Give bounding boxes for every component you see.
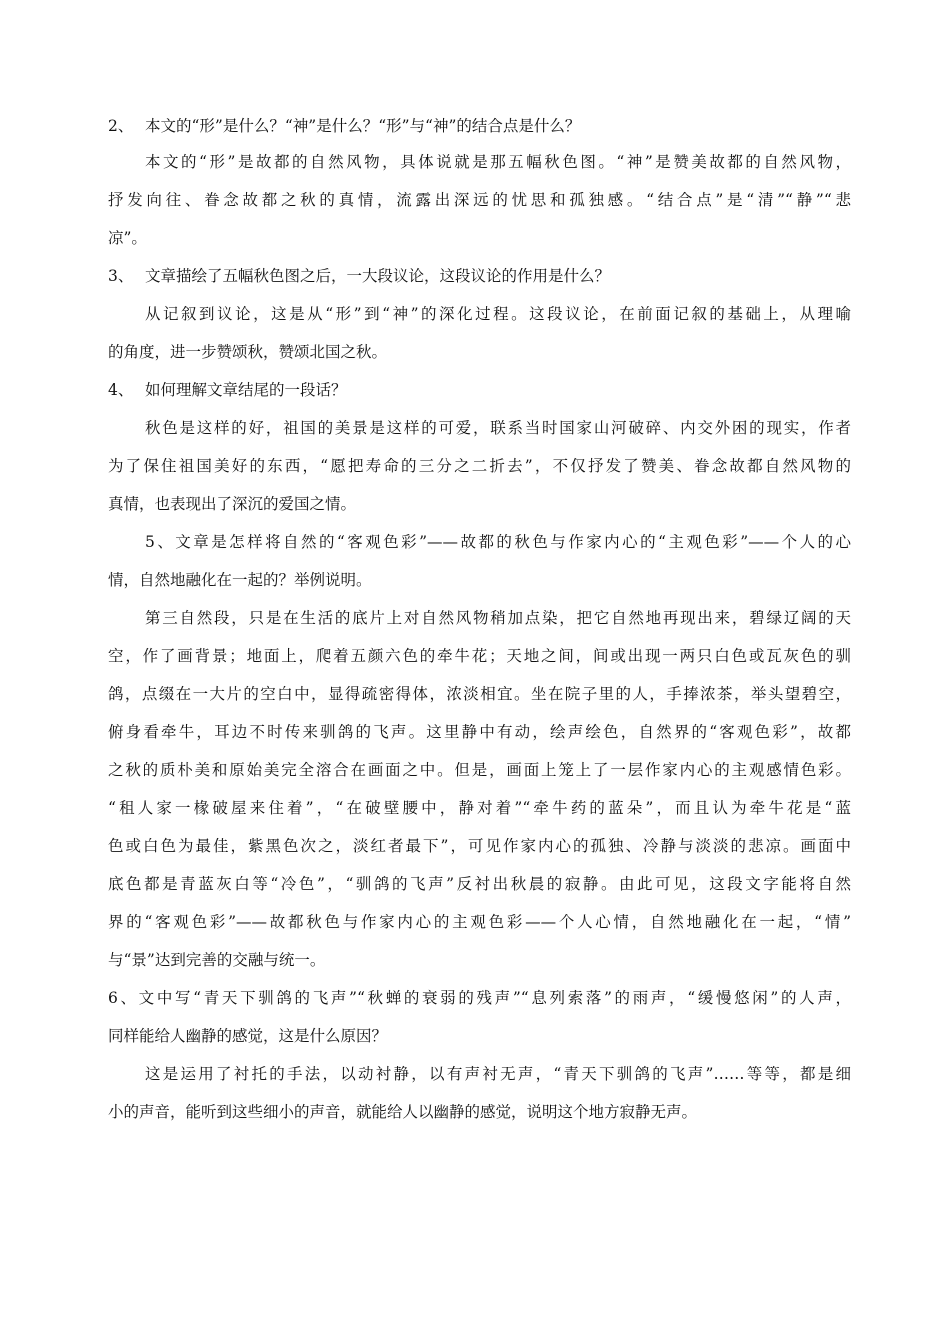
- answer-line: 之秋的质朴美和原始美完全溶合在画面之中。但是，画面上笼上了一层作家内心的主观感情色彩。: [108, 761, 851, 779]
- answer-line: 鸽，点缀在一大片的空白中，显得疏密得体，浓淡相宜。坐在院子里的人，手捧浓茶，举头望碧空，: [108, 685, 851, 703]
- answer-line: 真情，也表现出了深沉的爱国之情。: [108, 495, 357, 513]
- answer-line: 与“景”达到完善的交融与统一。: [108, 951, 326, 969]
- question-5-line: 5、文章是怎样将自然的“客观色彩”——故都的秋色与作家内心的“主观色彩”——个人的心: [145, 533, 851, 551]
- answer-line: 俯身看牵牛，耳边不时传来驯鸽的飞声。这里静中有动，绘声绘色，自然界的“客观色彩”，故都: [108, 723, 851, 741]
- question-4: [108, 380, 347, 400]
- answer-line: 小的声音，能听到这些细小的声音，就能给人以幽静的感觉，说明这个地方寂静无声。: [108, 1103, 698, 1121]
- question-5-line: 情，自然地融化在一起的？举例说明。: [108, 571, 372, 589]
- answer-line: 本文的“形”是故都的自然风物，具体说就是那五幅秋色图。“神”是赞美故都的自然风物，: [145, 153, 851, 171]
- question-2: [108, 116, 580, 136]
- question-number: 2、: [108, 117, 134, 135]
- question-3: [108, 266, 610, 286]
- answer-line: 底色都是青蓝灰白等“冷色”，“驯鸽的飞声”反衬出秋晨的寂静。由此可见，这段文字能将自然: [108, 875, 851, 893]
- answer-line: 抒发向往、眷念故都之秋的真情，流露出深远的忧思和孤独感。“结合点”是“清”“静”“悲: [108, 191, 851, 209]
- answer-line: 秋色是这样的好，祖国的美景是这样的可爱，联系当时国家山河破碎、内交外困的现实，作者: [145, 419, 851, 437]
- answer-line: 第三自然段，只是在生活的底片上对自然风物稍加点染，把它自然地再现出来，碧绿辽阔的天: [145, 609, 851, 627]
- answer-line: 的角度，进一步赞颂秋，赞颂北国之秋。: [108, 343, 388, 361]
- answer-line: 界的“客观色彩”——故都秋色与作家内心的主观色彩——个人心情，自然地融化在一起，“情”: [108, 913, 851, 931]
- answer-line: 色或白色为最佳，紫黑色次之，淡红者最下”，可见作家内心的孤独、冷静与淡淡的悲凉。画面中: [108, 837, 851, 855]
- answer-line: “租人家一椽破屋来住着”，“在破壁腰中，静对着”“牵牛药的蓝朵”，而且认为牵牛花是“蓝: [108, 799, 851, 817]
- answer-line: 空，作了画背景；地面上，爬着五颜六色的牵牛花；天地之间，间或出现一两只白色或瓦灰色的驯: [108, 647, 851, 665]
- question-text: 如何理解文章结尾的一段话？: [145, 381, 347, 399]
- answer-line: 凉”。: [108, 229, 147, 247]
- question-6-line: 同样能给人幽静的感觉，这是什么原因？: [108, 1027, 388, 1045]
- answer-line: 为了保住祖国美好的东西，“愿把寿命的三分之二折去”，不仅抒发了赞美、眷念故都自然风物的: [108, 457, 851, 475]
- question-text: 文章描绘了五幅秋色图之后，一大段议论，这段议论的作用是什么？: [145, 267, 611, 285]
- question-6-line: 6、文中写“青天下驯鸽的飞声”“秋蝉的衰弱的残声”“息列索落”的雨声，“缓慢悠闲”的人声，: [108, 989, 851, 1007]
- answer-line: 从记叙到议论，这是从“形”到“神”的深化过程。这段议论，在前面记叙的基础上，从理喻: [145, 305, 851, 323]
- question-text: 本文的“形”是什么？“神”是什么？“形”与“神”的结合点是什么？: [145, 117, 581, 135]
- answer-line: 这是运用了衬托的手法，以动衬静，以有声衬无声，“青天下驯鸽的飞声”……等等，都是细: [145, 1065, 851, 1083]
- question-number: 4、: [108, 381, 134, 399]
- question-number: 3、: [108, 267, 134, 285]
